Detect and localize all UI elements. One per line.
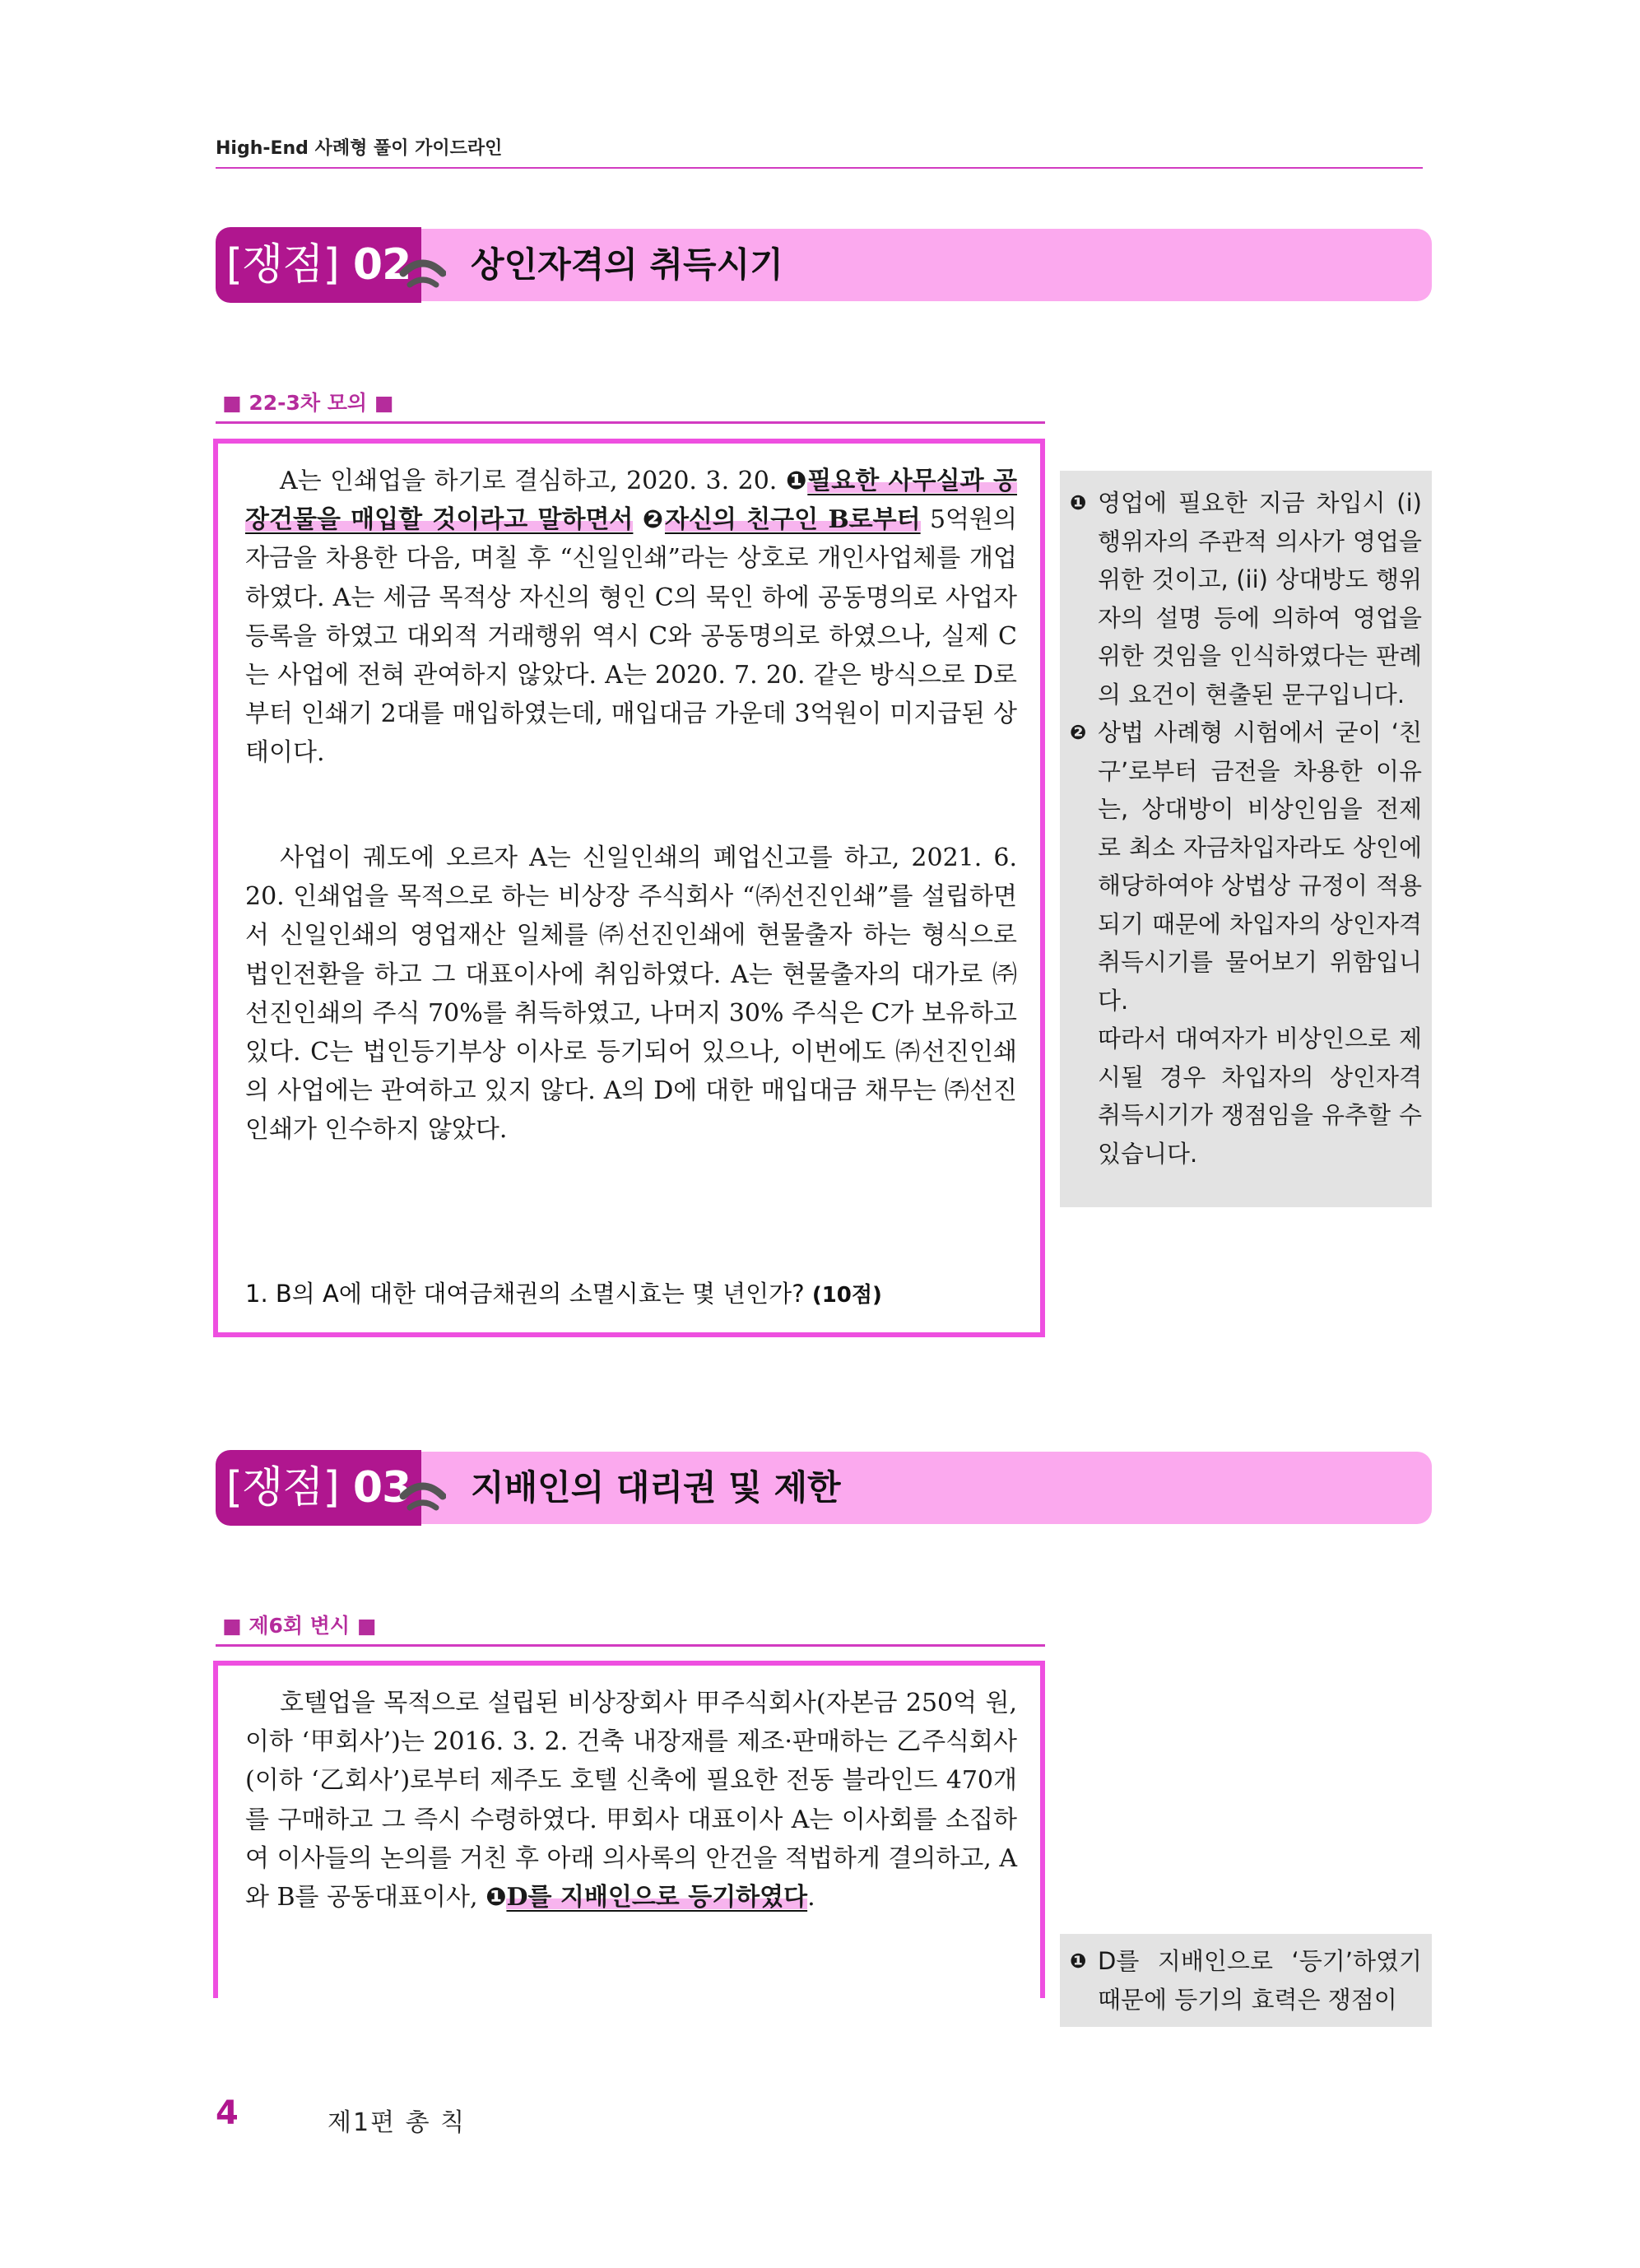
problem-box — [213, 1661, 1045, 1998]
note-marker: ❶ — [1070, 1950, 1087, 1973]
side-note-continuation: 따라서 대여자가 비상인으로 제시될 경우 차입자의 상인자격 취득시기가 쟁점임을 유추할 수 있습니다. — [1098, 1025, 1422, 1168]
issue-badge: [쟁점] 03 — [216, 1450, 421, 1526]
side-note: ❶ 영업에 필요한 지금 차입시 (i) 행위자의 주관적 의사가 영업을 위한 것이고, (ii) 상대방도 행위자의 설명 등에 의하여 영업을 위한 것임을 인식하였다는 판례의 요건이 현출된 문구입니다. — [1070, 484, 1422, 713]
issue-banner-03 — [216, 1450, 1432, 1529]
issue-badge: [쟁점] 02 — [216, 227, 421, 303]
marker-2: ❷ — [642, 505, 665, 535]
problem-paragraph: 사업이 궤도에 오르자 A는 신일인쇄의 폐업신고를 하고, 2021. 6. 20. 인쇄업을 목적으로 하는 비상장 주식회사 “㈜선진인쇄”를 설립하면서 신일인쇄의 영업재산 일체를 ㈜선진인쇄에 현물출자 하는 형식으로 법인전환을 하고 그 대표이사에 취임하였다. A는 현물출자의 대가로 ㈜선진인쇄의 주식 70%를 취득하였고, 나머지 30% 주식은 C가 보유하고 있다. C는 법인등기부상 이사로 등기되어 있으나, 이번에도 ㈜선진인쇄의 사업에는 관여하고 있지 않다. A의 D에 대한 매입대금 채무는 ㈜선진인쇄가 인수하지 않았다. — [245, 844, 1017, 1145]
running-header: High-End 사례형 풀이 가이드라인 — [216, 138, 503, 159]
problem-paragraph: A는 인쇄업을 하기로 결심하고, 2020. 3. 20. ❶필요한 사무실과 공장건물을 매입할 것이라고 말하면서 ❷자신의 친구인 B로부터 5억원의 자금을 차용한 다음, 며칠 후 “신일인쇄”라는 상호로 개인사업체를 개업하였다. A는 세금 목적상 자신의 형인 C의 묵인 하에 공동명의로 사업자등록을 하였고 대외적 거래행위 역시 C와 공동명의로 하였으나, 실제 C는 사업에 전혀 관여하지 않았다. A는 2020. 7. 20. 같은 방식으로 D로부터 인쇄기 2대를 매입하였는데, 매입대금 가운데 3억원이 미지급된 상태이다. — [245, 467, 1018, 768]
exam-label-rule — [216, 421, 1045, 424]
exam-label: ■ 제6회 변시 ■ — [222, 1614, 377, 1638]
chapter-title: 제1편 총 칙 — [328, 2108, 467, 2137]
problem-box — [213, 439, 1045, 1337]
hook-icon — [398, 1468, 446, 1516]
side-note-box — [1060, 471, 1432, 1207]
issue-banner-02 — [216, 227, 1432, 306]
page-number: 4 — [216, 2094, 239, 2132]
note-marker: ❶ — [1070, 491, 1087, 514]
side-note: ❶ D를 지배인으로 ‘등기’하였기 때문에 등기의 효력은 쟁점이 — [1070, 1942, 1422, 2019]
issue-title: 지배인의 대리권 및 제한 — [471, 1467, 841, 1508]
marker-1: ❶ — [485, 1883, 507, 1912]
side-note: ❷ 상법 사례형 시험에서 굳이 ‘친구’로부터 금전을 차용한 이유는, 상대방이 비상인임을 전제로 최소 자금차입자라도 상인에 해당하여야 상법상 규정이 적용되기 때문에 차입자의 상인자격 취득시기를 물어보기 위함입니다. — [1070, 713, 1422, 1020]
exam-label-rule — [216, 1644, 1045, 1647]
issue-title: 상인자격의 취득시기 — [471, 244, 783, 285]
exam-label: ■ 22-3차 모의 ■ — [222, 391, 394, 415]
highlight-1: D를 지배인으로 등기하였다 — [506, 1883, 808, 1912]
question: 1. B의 A에 대한 대여금채권의 소멸시효는 몇 년인가? (10점) — [245, 1280, 882, 1308]
highlight-2: 자신의 친구인 B로부터 — [664, 505, 921, 535]
note-marker: ❷ — [1070, 721, 1087, 744]
hook-icon — [398, 245, 446, 293]
highlight-1: 필요한 사무실과 공장건물을 매입할 것이라고 말하면서 — [245, 467, 1018, 535]
header-divider — [216, 167, 1423, 169]
problem-paragraph: 호텔업을 목적으로 설립된 비상장회사 甲주식회사(자본금 250억 원, 이하 ‘甲회사’)는 2016. 3. 2. 건축 내장재를 제조·판매하는 乙주식회사(이하 ‘乙회사’)로부터 제주도 호텔 신축에 필요한 전동 블라인드 470개를 구매하고 그 즉시 수령하였다. 甲회사 대표이사 A는 이사회를 소집하여 이사들의 논의를 거친 후 아래 의사록의 안건을 적법하게 결의하고, A와 B를 공동대표이사, ❶D를 지배인으로 등기하였다. — [245, 1689, 1018, 1912]
marker-1: ❶ — [785, 467, 808, 495]
side-note-box — [1060, 1934, 1432, 2027]
